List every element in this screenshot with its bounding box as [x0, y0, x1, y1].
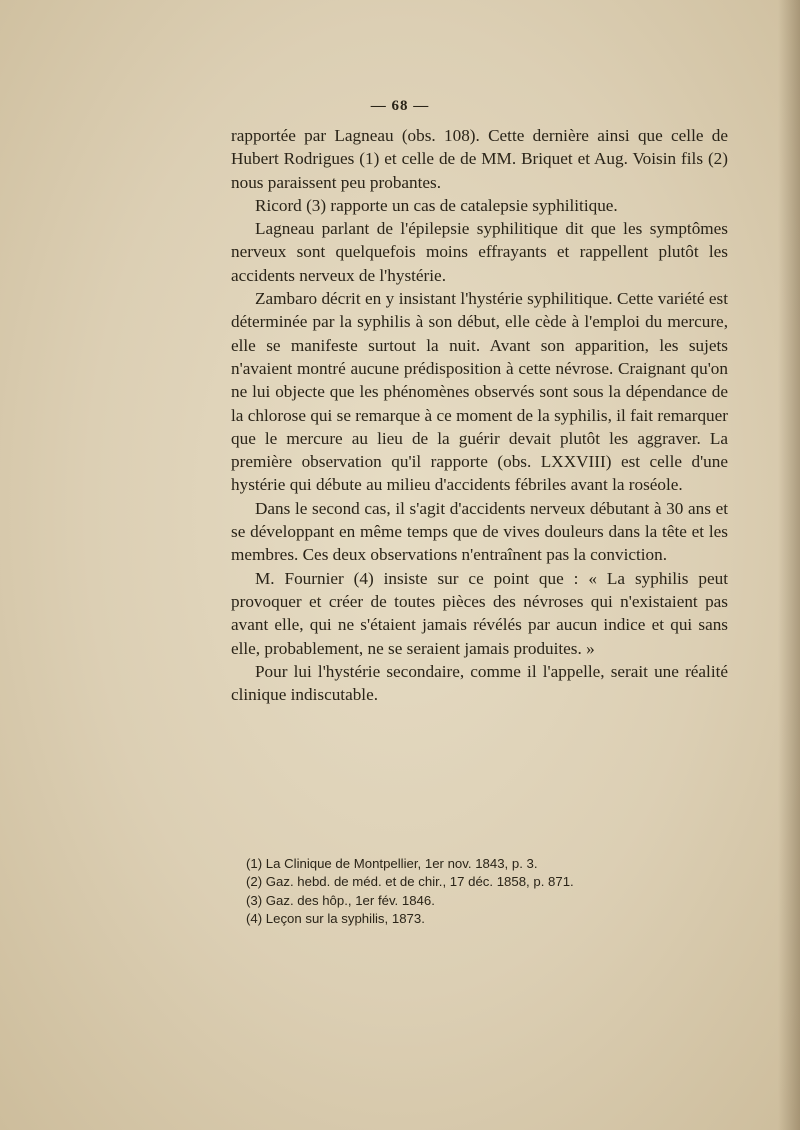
- paragraph-zambaro: Zambaro décrit en y insistant l'hystérie syphilitique. Cette variété est déterminée par la syphilis à son début, elle cède à l'emploi du mercure, elle se manifeste surtout la nuit. Avant son apparition, les sujets n'avaient montré aucune prédisposition à cette névrose. Craignant qu'on ne lui objecte que les phénomènes observés sont sous la dépendance de la chlorose qui se remarque à ce moment de la syphilis, il fait remarquer que le mercure au lieu de la guérir devait plutôt les aggraver. La première observation qu'il rapporte (obs. LXXVIII) est celle d'une hystérie qui débute au milieu d'accidents fébriles avant la roséole.: [231, 289, 728, 495]
- footnote-3: (3) Gaz. des hôp., 1er fév. 1846.: [246, 892, 435, 908]
- body-text: [231, 124, 728, 706]
- paragraph-fournier: M. Fournier (4) insiste sur ce point que : « La syphilis peut provoquer et créer de toutes pièces des névroses qui n'existaient pas avant elle, qui ne s'étaient jamais révélés par aucun indice et qui sans elle, probablement, ne se seraient jamais produites. »: [231, 568, 728, 658]
- footnotes: [246, 855, 706, 928]
- paragraph-lagneau: Lagneau parlant de l'épilepsie syphilitique dit que les symptômes nerveux sont quelquefois moins effrayants et rappellent plutôt les accidents nerveux de l'hystérie.: [231, 219, 728, 285]
- paragraph-continuation: rapportée par Lagneau (obs. 108). Cette dernière ainsi que celle de Hubert Rodrigues (1) et celle de de MM. Briquet et Aug. Voisin fils (2) nous paraissent peu probantes.: [231, 126, 728, 192]
- page-number: — 68 —: [370, 98, 430, 114]
- footnote-2: (2) Gaz. hebd. de méd. et de chir., 17 déc. 1858, p. 871.: [246, 874, 574, 890]
- paragraph-conclusion: Pour lui l'hystérie secondaire, comme il l'appelle, serait une réalité clinique indiscutable.: [231, 661, 728, 705]
- paragraph-ricord: Ricord (3) rapporte un cas de catalepsie syphilitique.: [255, 195, 618, 215]
- footnote-4: (4) Leçon sur la syphilis, 1873.: [246, 910, 425, 926]
- paragraph-second-case: Dans le second cas, il s'agit d'accidents nerveux débutant à 30 ans et se développant en même temps que de vives douleurs dans la tête et les membres. Ces deux observations n'entraînent pas la conviction.: [231, 498, 728, 565]
- footnote-1: (1) La Clinique de Montpellier, 1er nov. 1843, p. 3.: [246, 856, 538, 871]
- page-edge-shadow: [778, 0, 800, 1130]
